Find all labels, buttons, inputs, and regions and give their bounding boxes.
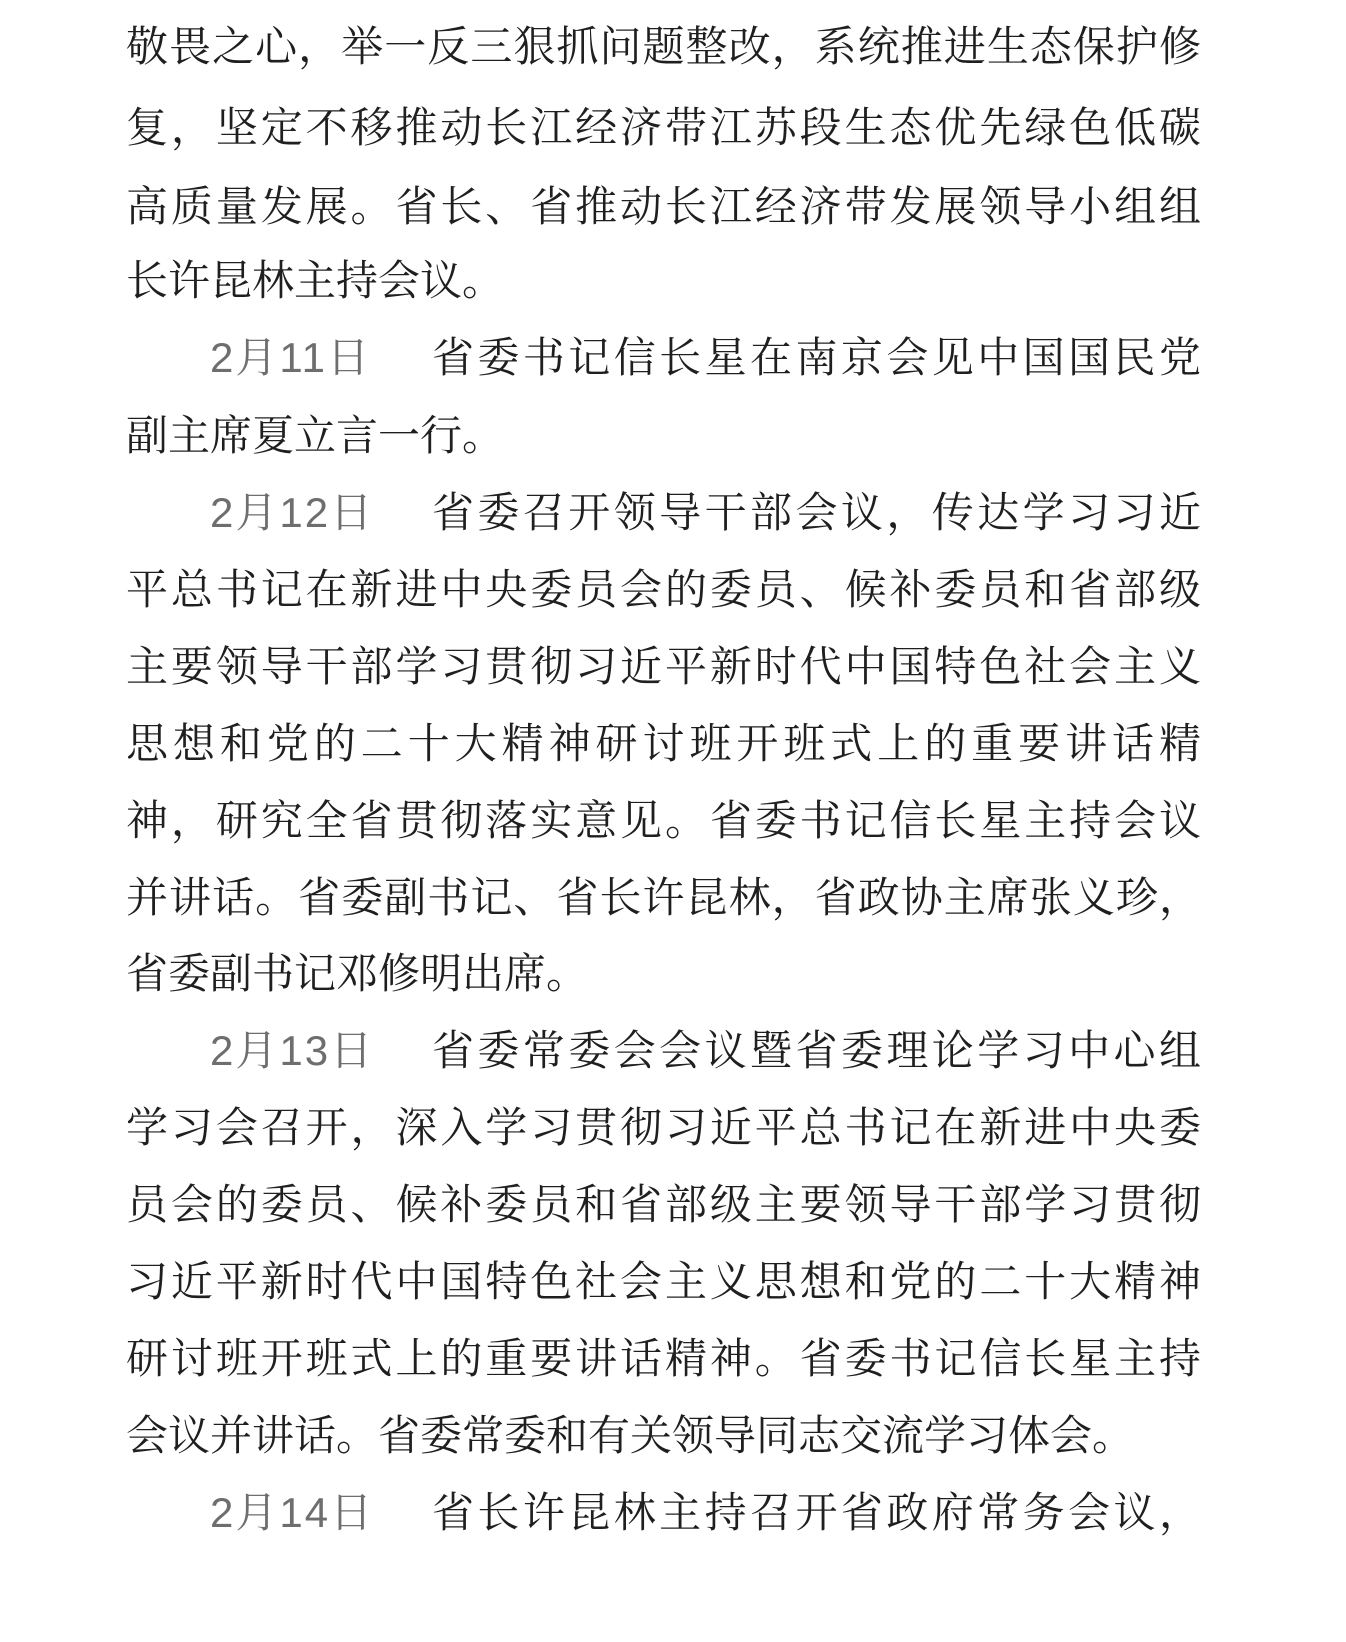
entry-date: 2月14日 bbox=[210, 1489, 375, 1536]
entry-date: 2月12日 bbox=[210, 489, 375, 536]
entry-text: 省委常委会会议暨省委理论学习中心组 bbox=[432, 1026, 1201, 1075]
entry-date: 2月13日 bbox=[210, 1027, 375, 1074]
text-line: 平总书记在新进中央委员会的委员、候补委员和省部级 bbox=[126, 565, 1201, 614]
text-line: 神，研究全省贯彻落实意见。省委书记信长星主持会议 bbox=[126, 796, 1201, 845]
text-line: 习近平新时代中国特色社会主义思想和党的二十大精神 bbox=[126, 1257, 1201, 1306]
text-line: 思想和党的二十大精神研讨班开班式上的重要讲话精 bbox=[126, 719, 1201, 768]
entry-date: 2月11日 bbox=[210, 334, 371, 381]
entry-first-line bbox=[126, 477, 1201, 549]
text-line: 员会的委员、候补委员和省部级主要领导干部学习贯彻 bbox=[126, 1180, 1201, 1229]
text-line: 省委副书记邓修明出席。 bbox=[126, 949, 589, 998]
text-line: 并讲话。省委副书记、省长许昆林，省政协主席张义珍， bbox=[126, 873, 1201, 922]
text-line: 主要领导干部学习贯彻习近平新时代中国特色社会主义 bbox=[126, 642, 1201, 691]
entry-first-line bbox=[126, 1015, 1201, 1087]
entry-text: 省长许昆林主持召开省政府常务会议， bbox=[432, 1488, 1201, 1537]
text-line: 副主席夏立言一行。 bbox=[126, 411, 505, 460]
entry-first-line bbox=[126, 322, 1201, 394]
entry-text: 省委书记信长星在南京会见中国国民党 bbox=[432, 333, 1201, 382]
entry-first-line bbox=[126, 1477, 1201, 1549]
text-line: 长许昆林主持会议。 bbox=[126, 256, 505, 305]
text-line: 会议并讲话。省委常委和有关领导同志交流学习体会。 bbox=[126, 1411, 1135, 1460]
text-line: 高质量发展。省长、省推动长江经济带发展领导小组组 bbox=[126, 182, 1201, 231]
text-line: 复，坚定不移推动长江经济带江苏段生态优先绿色低碳 bbox=[126, 103, 1201, 152]
text-line: 敬畏之心，举一反三狠抓问题整改，系统推进生态保护修 bbox=[126, 22, 1201, 71]
entry-text: 省委召开领导干部会议，传达学习习近 bbox=[432, 488, 1201, 537]
text-line: 学习会召开，深入学习贯彻习近平总书记在新进中央委 bbox=[126, 1103, 1201, 1152]
text-line: 研讨班开班式上的重要讲话精神。省委书记信长星主持 bbox=[126, 1334, 1201, 1383]
